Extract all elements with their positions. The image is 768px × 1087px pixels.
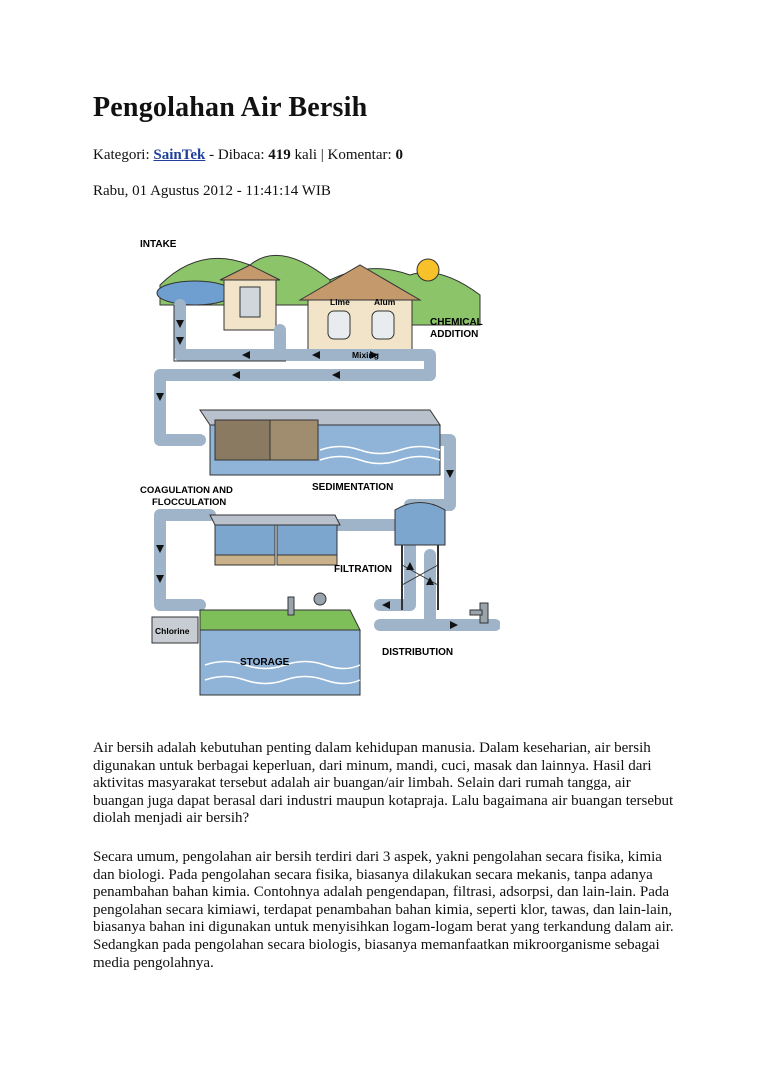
category-label: Kategori:	[93, 147, 150, 163]
article-meta	[93, 147, 403, 164]
label-filtration: FILTRATION	[334, 564, 392, 575]
paragraph-2: Secara umum, pengolahan air bersih terdiri dari 3 aspek, yakni pengolahan secara fisika, kimia dan biologi. Pada pengolahan secara fisika, biasanya dilakukan secara mekanis, tanpa adanya penambahan bahan kimia. Contohnya adalah pengendapan, filtrasi, adsorpsi, dan lain-lain. Pada pengolahan secara kimiawi, terdapat penambahan bahan kimia, seperti klor, tawas, dan lain-lain, biasanya bahan ini digunakan untuk menyisihkan logam-logam berat yang terkandung dalam air. Sedangkan pada pengolahan secara biologis, biasanya memanfaatkan mikroorganisme sebagai media pengolahnya.	[93, 849, 674, 971]
comment-count: 0	[395, 147, 403, 163]
read-count: 419	[268, 147, 291, 163]
water-treatment-diagram	[140, 225, 500, 705]
comment-label: kali | Komentar:	[294, 147, 392, 163]
label-storage: STORAGE	[240, 657, 290, 668]
label-mixing: Mixing	[352, 350, 379, 360]
label-sedimentation: SEDIMENTATION	[312, 482, 394, 493]
label-chemical: CHEMICAL	[430, 317, 483, 328]
label-lime: Lime	[330, 297, 350, 307]
filtration-tanks	[210, 515, 340, 565]
label-flocculation: FLOCCULATION	[152, 497, 227, 508]
article-title: Pengolahan Air Bersih	[93, 92, 368, 123]
label-distribution: DISTRIBUTION	[382, 647, 454, 658]
label-chlorine: Chlorine	[155, 626, 190, 636]
category-link[interactable]: SainTek	[153, 147, 206, 163]
label-intake: INTAKE	[140, 239, 177, 250]
label-addition: ADDITION	[430, 329, 479, 340]
sedimentation-tanks	[200, 410, 440, 475]
paragraph-1: Air bersih adalah kebutuhan penting dalam kehidupan manusia. Dalam keseharian, air bersih digunakan untuk berbagai keperluan, dari minum, mandi, cuci, masak dan lainnya. Hasil dari aktivitas masyarakat tersebut adalah air buangan/air limbah. Selain dari rumah tangga, air buangan juga dapat berasal dari industri maupun kotapraja. Lalu bagaimana air buangan tersebut diolah menjadi air bersih?	[93, 740, 674, 827]
article-date: Rabu, 01 Agustus 2012 - 11:41:14 WIB	[93, 183, 331, 199]
label-alum: Alum	[374, 297, 396, 307]
intake-pond	[157, 281, 233, 305]
label-coagulation: COAGULATION AND	[140, 485, 233, 496]
storage-tank	[200, 593, 360, 695]
read-label: - Dibaca:	[209, 147, 265, 163]
sun-icon	[417, 259, 439, 281]
water-tower	[395, 503, 445, 611]
